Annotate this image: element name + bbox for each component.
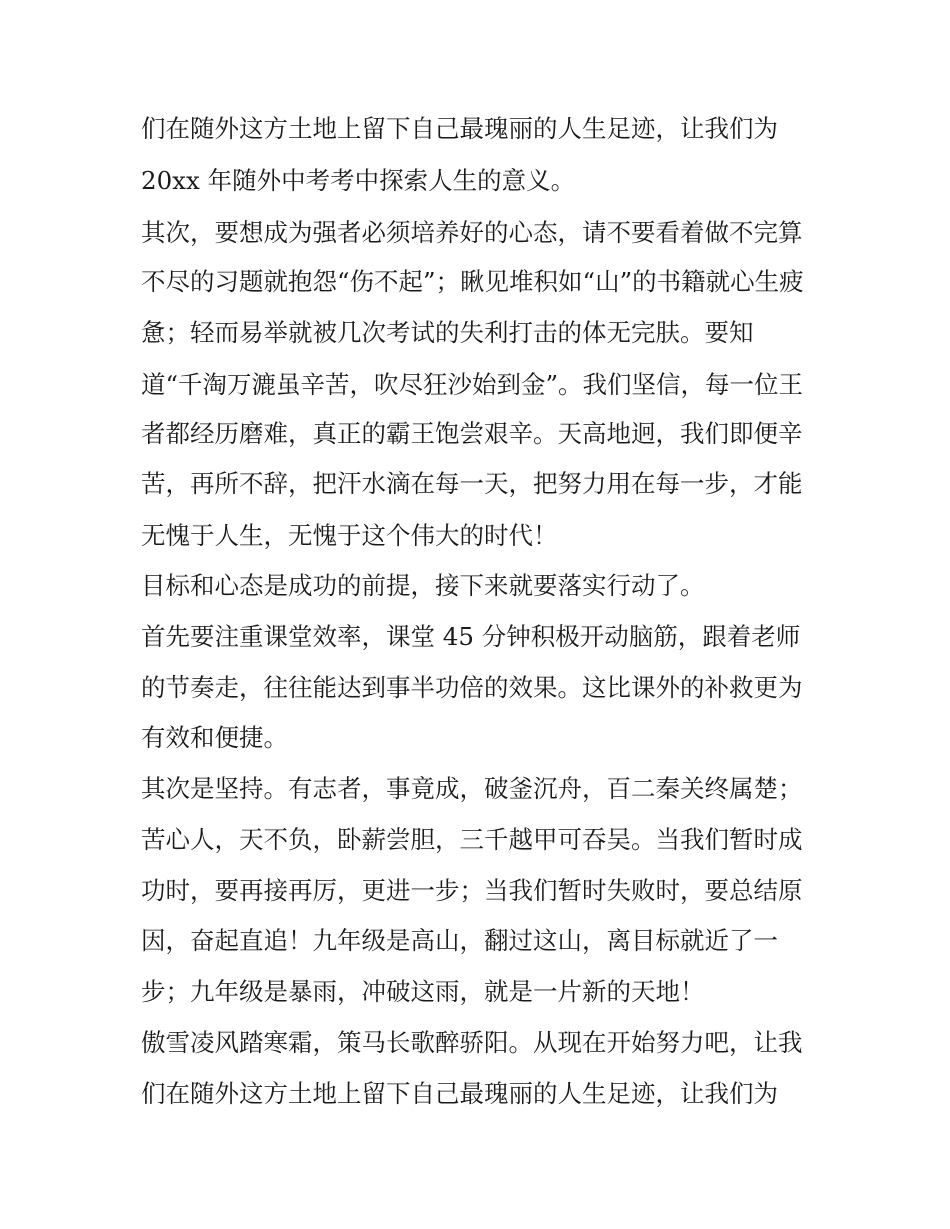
text-line: 首先要注重课堂效率，课堂 45 分钟积极开动脑筋，跟着老师	[141, 622, 801, 651]
text-line: 惫；轻而易举就被几次考试的失利打击的体无完肤。要知	[141, 318, 754, 347]
text-line: 苦心人，天不负，卧薪尝胆，三千越甲可吞吴。当我们暂时成	[141, 825, 803, 854]
text-line: 目标和心态是成功的前提，接下来就要落实行动了。	[141, 571, 705, 600]
text-line: 其次，要想成为强者必须培养好的心态，请不要看着做不完算	[141, 218, 803, 247]
text-line: 们在随外这方土地上留下自己最瑰丽的人生足迹，让我们为	[141, 1079, 778, 1108]
text-line: 傲雪凌风踏寒霜，策马长歌醉骄阳。从现在开始努力吧，让我	[141, 1028, 803, 1057]
text-line: 苦，再所不辞，把汗水滴在每一天，把努力用在每一步，才能	[141, 469, 803, 498]
text-line: 其次是坚持。有志者，事竟成，破釜沉舟，百二秦关终属楚；	[141, 774, 803, 803]
text-line: 们在随外这方土地上留下自己最瑰丽的人生足迹，让我们为	[141, 114, 778, 143]
text-line: 有效和便捷。	[141, 723, 288, 752]
text-line: 道“千淘万漉虽辛苦，吹尽狂沙始到金”。我们坚信，每一位王	[141, 370, 804, 399]
text-line: 20xx 年随外中考考中探索人生的意义。	[141, 166, 576, 195]
text-line: 无愧于人生，无愧于这个伟大的时代！	[141, 521, 558, 550]
text-line: 因，奋起直追！九年级是高山，翻过这山，离目标就近了一	[141, 926, 778, 955]
text-line: 的节奏走，往往能达到事半功倍的效果。这比课外的补救更为	[141, 673, 803, 702]
text-line: 者都经历磨难，真正的霸王饱尝艰辛。天高地迥，我们即便辛	[141, 419, 803, 448]
text-line: 功时，要再接再厉，更进一步；当我们暂时失败时，要总结原	[141, 876, 803, 905]
text-line: 不尽的习题就抱怨“伤不起”；瞅见堆积如“山”的书籍就心生疲	[141, 267, 804, 296]
text-line: 步；九年级是暴雨，冲破这雨，就是一片新的天地！	[141, 977, 705, 1006]
